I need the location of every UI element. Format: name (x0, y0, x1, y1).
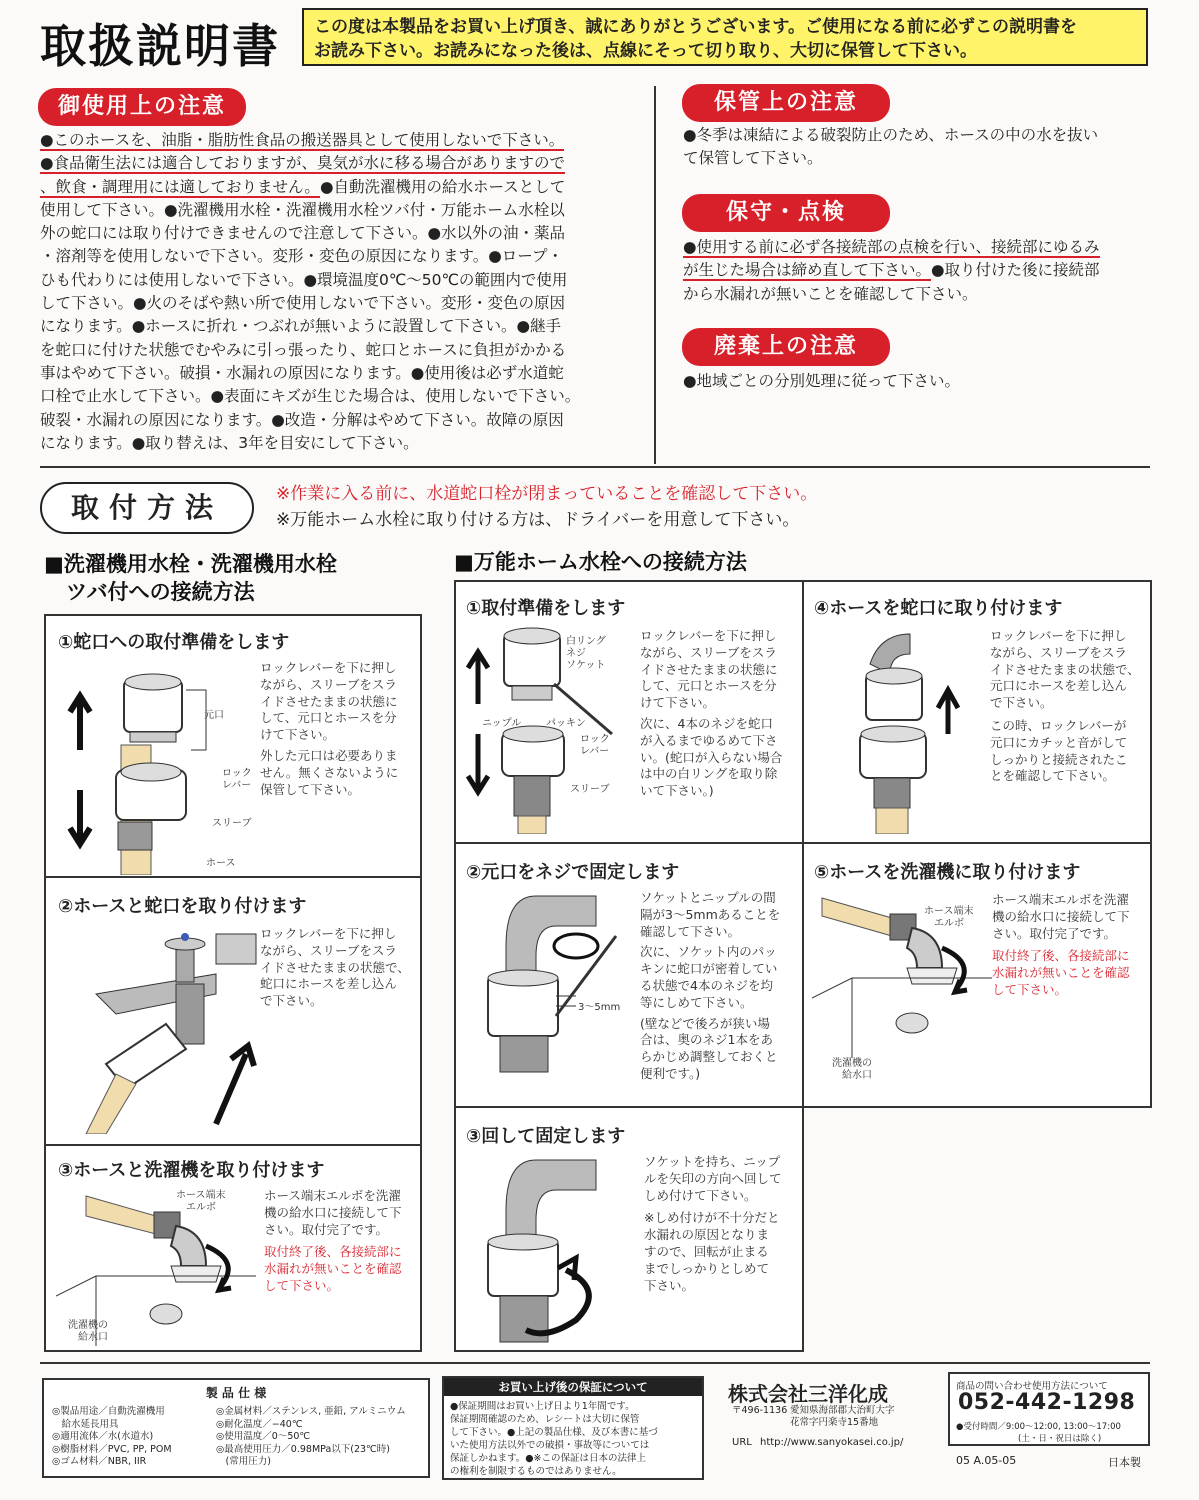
screw-tightening-illustration (466, 886, 636, 1096)
disposal-line-1: ●地域ごとの分別処理に従って下さい。 (683, 372, 961, 390)
maintenance-heading: 保守・点検 (682, 194, 890, 232)
intro-notice (302, 8, 1148, 66)
usage-line-1: ●このホースを、油脂・脂肪性食品の搬送器具として使用しないで下さい。 (40, 131, 565, 149)
red-text-line: 水漏れが無いことを確認 (264, 1261, 402, 1277)
contact-phone[interactable]: 052-442-1298 (958, 1390, 1136, 1415)
label-hose-end-r: ホース端末 (924, 906, 974, 917)
spec-line: ◎ゴム材料／NBR, IIR (52, 1456, 147, 1467)
text-line: 水漏れの原因となりま (644, 1227, 770, 1243)
contact-box (948, 1372, 1150, 1446)
right-step-5-text (992, 892, 1150, 999)
text-line: この時、ロックレバーが (990, 717, 1127, 733)
left-step-2-title: ②ホースと蛇口を取り付けます (58, 896, 307, 917)
text-line: しっかりと接続されたこ (990, 751, 1128, 767)
maintenance-line-1: ●使用する前に必ず各接続部の点検を行い、接続部にゆるみ (683, 238, 1100, 256)
text-line: 元口にカチッと音がして (990, 734, 1128, 750)
label-inlet: 給水口 (78, 1332, 108, 1343)
text-line: で下さい。 (260, 993, 323, 1009)
right-panel-row-divider-2 (802, 1106, 1152, 1108)
text-line: 等にしめて下さい。 (640, 994, 753, 1010)
disposal-body (683, 370, 1163, 393)
warranty-heading: お買い上げ後の保証について (444, 1378, 702, 1396)
text-line: ロックレバーを下に押し (260, 660, 397, 675)
text-line: い。(蛇口が入らない場合 (640, 749, 783, 765)
usage-line-2: ●食品衛生法には適合しておりますが、臭気が水に移る場合がありますので (40, 154, 566, 173)
usage-line-3-underlined: 、飲食・調理用には適しておりません。 (40, 177, 320, 196)
text-line: せん。無くさないように (260, 764, 399, 780)
left-steps-panel (44, 614, 422, 1352)
spec-line: ◎樹脂材料／PVC, PP, POM (52, 1443, 172, 1455)
right-panel-row-divider (454, 842, 1152, 844)
spec-line: ◎金属材料／ステンレス, 亜鉛, アルミニウム (216, 1406, 406, 1417)
company-address-2: 花常字円楽寺15番地 (790, 1417, 879, 1428)
spec-line: ◎最高使用圧力／0.98MPa以下(23℃時) (216, 1443, 390, 1455)
storage-heading: 保管上の注意 (682, 84, 890, 122)
spec-line: ◎耐化温度／−40℃ (216, 1418, 303, 1430)
text-line: イドさせたままの状態で、 (990, 661, 1140, 677)
text-line: とを確認して下さい。 (990, 768, 1116, 784)
text-line: けて下さい。 (640, 695, 716, 711)
label-elbow: エルボ (186, 1202, 216, 1213)
specs-col-2 (216, 1406, 428, 1469)
company-name: 株式会社三洋化成 (728, 1382, 888, 1406)
text-line: ロックレバーを下に押し (990, 628, 1127, 643)
red-text-line: して下さい。 (992, 981, 1068, 997)
text-line: ホース端末エルボを洗濯 (264, 1188, 401, 1203)
left-method-heading-2: ツバ付への接続方法 (66, 580, 255, 604)
label-gap: 3～5mm (578, 1002, 621, 1013)
left-step-1 (46, 616, 420, 878)
storage-line-2: て保管して下さい。 (683, 149, 823, 168)
text-line: 確認して下さい。 (640, 923, 741, 939)
company-url-label: URL (732, 1437, 752, 1448)
label-hose-end: ホース端末 (176, 1190, 226, 1201)
usage-body (40, 129, 640, 455)
label-packing: パッキン (546, 718, 586, 729)
text-line: 隔が3～5mmあることを (640, 906, 781, 922)
text-line: して、元口とホースを分 (260, 710, 397, 726)
right-step-1-text (640, 628, 800, 800)
text-line: 外した元口は必要ありま (260, 747, 398, 763)
left-step-3-text (264, 1188, 420, 1295)
install-warning-black: ※万能ホーム水栓に取り付ける方は、ドライバーを用意して下さい。 (276, 510, 800, 530)
right-step-3-text (644, 1154, 800, 1294)
storage-body (683, 124, 1163, 171)
text-line: (壁などで後ろが狭い場 (640, 1015, 770, 1031)
warranty-line: 保証しかねます。●※この保証は日本の法律上 (450, 1453, 646, 1464)
right-step-2-title: ②元口をネジで固定します (466, 862, 680, 883)
intro-line-1: この度は本製品をお買い上げ頂き、誠にありがとうございます。ご使用になる前に必ずこの説明書を (314, 17, 1077, 37)
label-inlet-r: 給水口 (842, 1070, 872, 1081)
label-washer: 洗濯機の (68, 1320, 108, 1331)
text-line: ソケットとニップルの間 (640, 890, 776, 905)
text-line: 便利です。) (640, 1065, 701, 1081)
label-motoguchi: 元口 (204, 710, 224, 721)
label-socket: ソケット (566, 660, 606, 671)
text-line: いて下さい。) (640, 783, 714, 799)
label-white-ring: 白リング (566, 636, 606, 647)
text-line: ロックレバーを下に押し (260, 926, 397, 941)
storage-line-1: ●冬季は凍結による破裂防止のため、ホースの中の水を抜い (683, 126, 1099, 144)
usage-line-9: になります。●ホースに折れ・つぶれが無いように設置して下さい。●継手 (40, 317, 562, 336)
contact-hours: ●受付時間／9:00～12:00, 13:00～17:00 (956, 1422, 1121, 1432)
text-line: で下さい。 (990, 695, 1053, 711)
label-washer-r: 洗濯機の (832, 1058, 872, 1069)
text-line: 下さい。 (644, 1277, 695, 1293)
text-line: ながら、スリーブをスラ (640, 644, 777, 660)
warranty-line: ●保証期間はお買い上げ日より1年間です。 (450, 1401, 635, 1412)
label-nipple: ニップル (482, 718, 522, 729)
text-line: けて下さい。 (260, 727, 336, 743)
maintenance-line-3: から水漏れが無いことを確認して下さい。 (683, 284, 978, 303)
left-step-3 (46, 1146, 420, 1350)
usage-line-5: 外の蛇口には取り付けできませんので注意して下さい。●水以外の油・薬品 (40, 224, 566, 243)
text-line: らかじめ調整しておくと (640, 1049, 778, 1065)
warranty-line: して下さい。●上記の製品仕様、及び本書に基づ (450, 1427, 658, 1438)
specs-box (42, 1378, 430, 1478)
right-step-4-text (990, 628, 1150, 785)
spec-line: (常用圧力) (216, 1456, 271, 1467)
text-line: ※しめ付けが不十分だと (644, 1210, 780, 1226)
label-lock-r: ロック (580, 734, 610, 745)
text-line: 機の給水口に接続して下 (992, 908, 1130, 924)
warranty-line: 保証期間確認のため、レシートは大切に保管 (450, 1414, 640, 1425)
red-text-line: 取付終了後、各接続部に (264, 1244, 402, 1260)
text-line: すので、回転が止まる (644, 1243, 769, 1259)
text-line: ソケットを持ち、ニップ (644, 1154, 781, 1169)
warranty-line: の権利を制限するものではありません。 (450, 1466, 622, 1477)
coupler-parts-illustration (462, 624, 632, 834)
usage-line-10: を蛇口に付けた状態でむやみに引っ張ったり、蛇口とホースに負担がかかる (40, 340, 567, 359)
text-line: ホース端末エルボを洗濯 (992, 892, 1129, 907)
label-lever: レバー (222, 780, 252, 791)
maintenance-line-2-underlined: が生じた場合は締め直して下さい。 (683, 261, 932, 280)
text-line: 次に、4本のネジを蛇口 (640, 715, 773, 731)
spec-line: 給水延長用具 (52, 1418, 119, 1430)
red-text-line: 水漏れが無いことを確認 (992, 965, 1130, 981)
contact-closed: (土・日・祝日は除く) (1018, 1434, 1102, 1444)
text-line: る状態で4本のネジを均 (640, 977, 773, 993)
right-method-heading: ■万能ホーム水栓への接続方法 (454, 550, 747, 574)
label-lock: ロック (222, 768, 252, 779)
left-method-heading-1: ■洗濯機用水栓・洗濯機用水栓 (44, 552, 337, 576)
text-line: キンに蛇口が密着してい (640, 961, 778, 977)
text-line: ながら、スリーブをスラ (990, 644, 1127, 660)
maintenance-body (683, 236, 1163, 306)
usage-line-11: 事はやめて下さい。破損・水漏れの原因になります。●使用後は必ず水道蛇 (40, 363, 564, 382)
page-title: 取扱説明書 (40, 19, 280, 73)
usage-heading: 御使用上の注意 (38, 88, 246, 126)
text-line: は中の白リングを取り除 (640, 766, 778, 782)
column-divider (654, 86, 656, 464)
text-line: イドさせたままの状態で、 (260, 959, 410, 975)
usage-line-7: ひも代わりには使用しないで下さい。●環境温度0℃～50℃の範囲内で使用 (40, 270, 568, 289)
left-step-1-title: ①蛇口への取付準備をします (58, 632, 290, 653)
section-divider (40, 466, 1150, 468)
text-line: して、元口とホースを分 (640, 678, 777, 694)
text-line: ながら、スリーブをスラ (260, 942, 397, 958)
text-line: 元口にホースを差し込ん (990, 678, 1127, 694)
doc-code: 05 A.05-05 (956, 1454, 1017, 1467)
maintenance-line-2-rest: ●取り付けた後に接続部 (931, 261, 1100, 280)
text-line: イドさせたままの状態に (640, 661, 778, 677)
text-line: イドさせたままの状態に (260, 693, 398, 709)
left-step-1-text (260, 660, 420, 798)
label-elbow-r: エルボ (934, 918, 964, 929)
label-sleeve: スリーブ (212, 818, 252, 829)
rotate-fixing-illustration (466, 1150, 636, 1346)
text-line: 機の給水口に接続して下 (264, 1204, 402, 1220)
spec-line: ◎適用流体／水(水道水) (52, 1431, 154, 1442)
right-step-4-title: ④ホースを蛇口に取り付けます (814, 598, 1063, 619)
usage-line-4: 使用して下さい。●洗濯機用水栓・洗濯機用水栓ツバ付・万能ホーム水栓以 (40, 200, 565, 219)
specs-heading: 製 品 仕 様 (205, 1386, 267, 1400)
install-warning-red: ※作業に入る前に、水道蛇口栓が閉まっていることを確認して下さい。 (276, 484, 818, 504)
text-line: 保管して下さい。 (260, 781, 361, 797)
label-lever-r: レバー (580, 746, 610, 757)
usage-line-12: 口栓で止水して下さい。●表面にキズが生じた場合は、使用しないで下さい。 (40, 387, 581, 406)
specs-col-1 (52, 1406, 232, 1469)
text-line: が入るまでゆるめて下さ (640, 732, 778, 748)
intro-line-2: お読み下さい。お読みになった後は、点線にそって切り取り、大切に保管して下さい。 (314, 41, 977, 61)
right-step-5-title: ⑤ホースを洗濯機に取り付けます (814, 862, 1081, 883)
label-sleeve-r: スリーブ (570, 784, 610, 795)
warranty-body (450, 1400, 700, 1478)
warranty-line: いた使用方法以外での破損・事故等については (450, 1440, 650, 1451)
red-text-line: して下さい。 (264, 1277, 340, 1293)
made-in: 日本製 (1108, 1456, 1141, 1469)
warranty-box (442, 1376, 704, 1480)
left-step-2-text (260, 926, 420, 1010)
hose-to-faucet-illustration (830, 624, 990, 834)
company-address-1: 愛知県海部郡大治町大字 (790, 1405, 895, 1416)
contact-title: 商品の問い合わせ使用方法について (956, 1381, 1108, 1392)
spec-line: ◎製品用途／自動洗濯機用 (52, 1406, 165, 1417)
faucet-illustration (76, 924, 266, 1134)
text-line: 合は、奥のネジ1本をあ (640, 1032, 773, 1048)
usage-line-3-rest: ●自動洗濯機用の給水ホースとして (319, 177, 566, 196)
usage-line-6: ・溶剤等を使用しないで下さい。変形・変色の原因になります。●ロープ・ (40, 247, 564, 266)
left-step-3-title: ③ホースと洗濯機を取り付けます (58, 1160, 325, 1181)
company-url[interactable]: http://www.sanyokasei.co.jp/ (760, 1437, 904, 1448)
text-line: さい。取付完了です。 (992, 925, 1117, 941)
right-step-1-title: ①取付準備をします (466, 598, 626, 619)
text-line: さい。取付完了です。 (264, 1221, 389, 1237)
right-step-3-title: ③回して固定します (466, 1126, 626, 1147)
text-line: 次に、ソケット内のパッ (640, 944, 777, 960)
disposal-heading: 廃棄上の注意 (682, 328, 890, 366)
usage-line-14: になります。●取り替えは、3年を目安にして下さい。 (40, 433, 419, 452)
footer-divider (40, 1362, 1150, 1364)
label-hose: ホース (206, 858, 236, 869)
usage-line-13: 破裂・水漏れの原因になります。●改造・分解はやめて下さい。故障の原因 (40, 410, 564, 429)
usage-line-8: して下さい。●火のそばや熱い所で使用しないで下さい。変形・変色の原因 (40, 294, 566, 313)
company-postal: 〒496-1136 (732, 1405, 788, 1416)
spec-line: ◎使用温度／0～50℃ (216, 1431, 311, 1442)
text-line: ながら、スリーブをスラ (260, 676, 397, 692)
text-line: 蛇口にホースを差し込ん (260, 976, 397, 992)
text-line: までしっかりとしめて (644, 1260, 770, 1276)
install-heading: 取付方法 (40, 482, 254, 534)
text-line: ルを矢印の方向へ回して (644, 1170, 782, 1186)
right-step-2-text (640, 890, 804, 1083)
label-screw: ネジ (566, 648, 586, 659)
text-line: ロックレバーを下に押し (640, 628, 777, 643)
left-step-2 (46, 878, 420, 1146)
text-line: しめ付けて下さい。 (644, 1187, 757, 1203)
red-text-line: 取付終了後、各接続部に (992, 948, 1130, 964)
